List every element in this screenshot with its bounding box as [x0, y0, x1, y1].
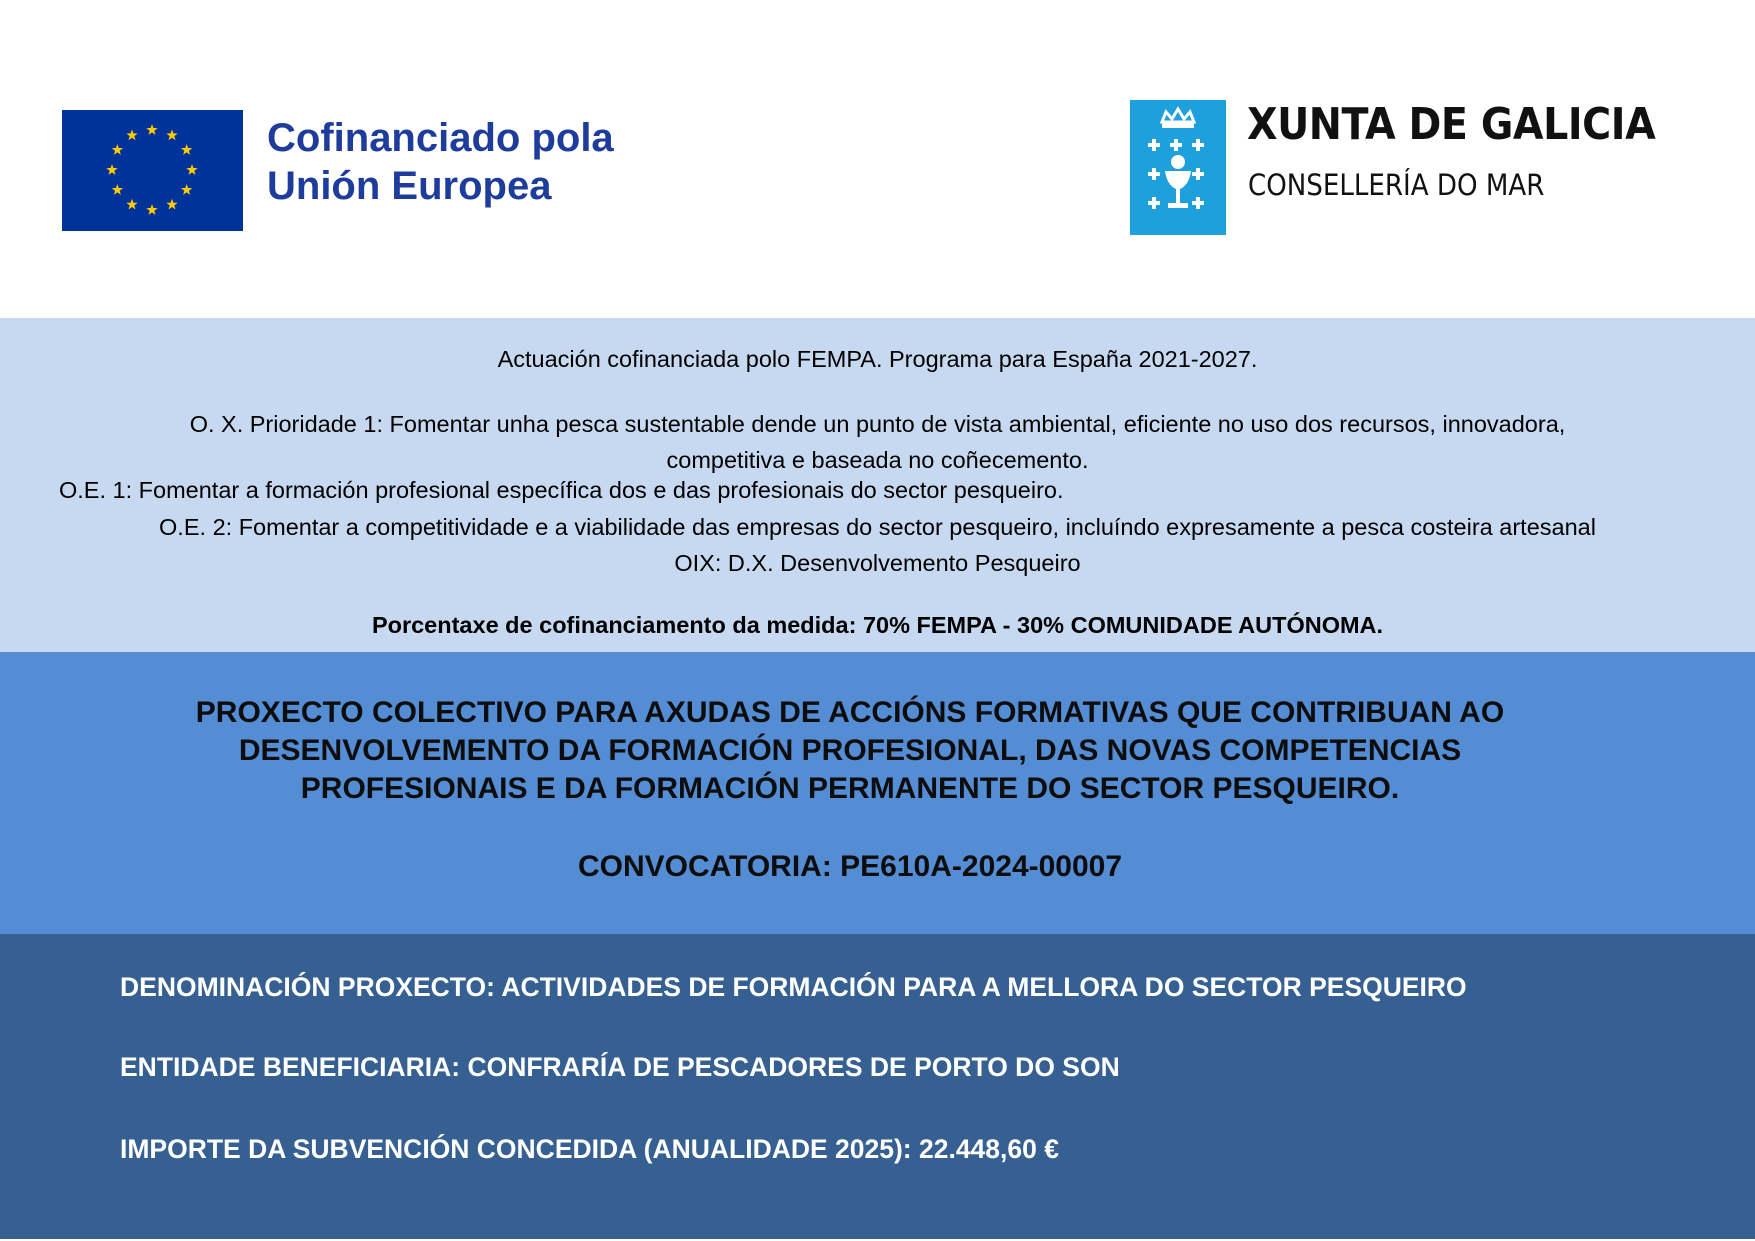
project-title — [110, 694, 1590, 808]
project-denomination: DENOMINACIÓN PROXECTO: ACTIVIDADES DE FORMACIÓN PARA A MELLORA DO SECTOR PESQUEIRO — [120, 972, 1467, 1002]
eu-line-2: Unión Europea — [267, 164, 552, 208]
details-band — [0, 934, 1755, 1239]
priority-line-2: competitiva e baseada no coñecemento. — [666, 447, 1089, 473]
priority-statement — [0, 406, 1755, 478]
project-band — [0, 652, 1755, 934]
project-title-line-3: PROFESIONAIS E DA FORMACIÓN PERMANENTE DO SECTOR PESQUEIRO. — [300, 772, 1400, 805]
beneficiary-entity: ENTIDADE BENEFICIARIA: CONFRARÍA DE PESCADORES DE PORTO DO SON — [120, 1052, 1120, 1082]
eu-flag-icon — [62, 110, 243, 231]
grant-amount: IMPORTE DA SUBVENCIÓN CONCEDIDA (ANUALIDADE 2025): 22.448,60 € — [120, 1134, 1059, 1164]
objective-1: O.E. 1: Fomentar a formación profesional específica dos e das profesionais do sector pesqueiro. — [59, 477, 1064, 503]
convocatoria: CONVOCATORIA: PE610A-2024-00007 — [577, 850, 1123, 883]
xunta-coat-of-arms-icon — [1130, 100, 1226, 235]
info-band — [0, 318, 1755, 652]
xunta-title: XUNTA DE GALICIA — [1247, 99, 1656, 150]
project-title-line-2: DESENVOLVEMENTO DA FORMACIÓN PROFESIONAL, DAS NOVAS COMPETENCIAS — [238, 734, 1462, 767]
financing-statement: Actuación cofinanciada polo FEMPA. Programa para España 2021-2027. — [497, 346, 1258, 372]
priority-line-1: O. X. Prioridade 1: Fomentar unha pesca sustentable dende un punto de vista ambiental, eficiente no uso dos recursos, innovadora, — [189, 411, 1566, 437]
eu-cofinancing-label — [267, 114, 614, 210]
xunta-subtitle: CONSELLERÍA DO MAR — [1248, 168, 1545, 202]
objective-2: O.E. 2: Fomentar a competitividade e a viabilidade das empresas do sector pesqueiro, incluíndo expresamente a pesca costeira artesanal — [159, 514, 1596, 540]
project-title-line-1: PROXECTO COLECTIVO PARA AXUDAS DE ACCIÓNS FORMATIVAS QUE CONTRIBUAN AO — [195, 696, 1505, 729]
oix-line: OIX: D.X. Desenvolvemento Pesqueiro — [674, 550, 1081, 576]
eu-line-1: Cofinanciado pola — [267, 116, 614, 160]
cofinancing-percentage: Porcentaxe de cofinanciamento da medida: 70% FEMPA - 30% COMUNIDADE AUTÓNOMA. — [371, 612, 1384, 638]
